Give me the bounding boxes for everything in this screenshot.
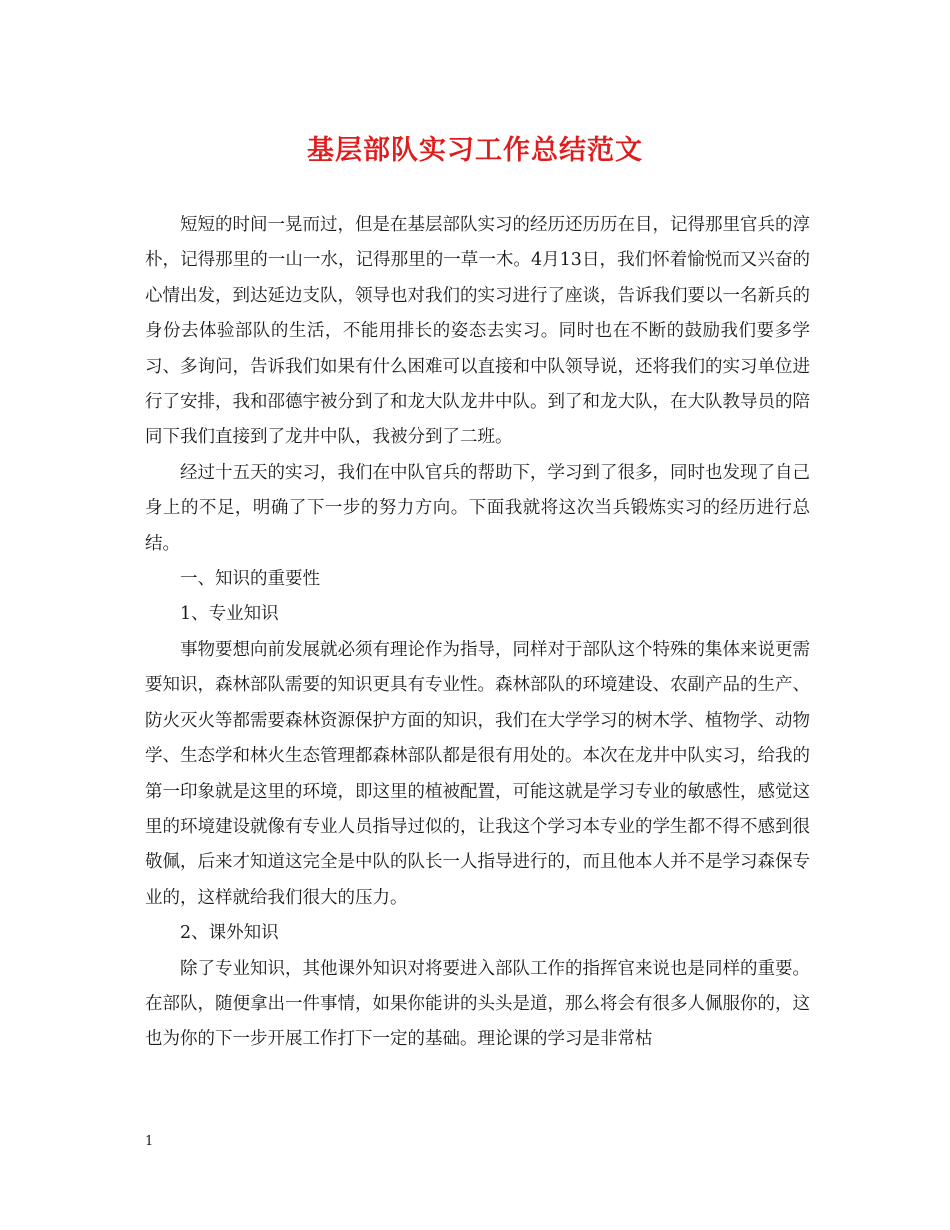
paragraph-summary: 经过十五天的实习，我们在中队官兵的帮助下，学习到了很多，同时也发现了自己身上的不足，明确了下一步的努力方向。下面我就将这次当兵锻炼实习的经历进行总结。 (145, 462, 810, 554)
paragraph-intro: 短短的时间一晃而过，但是在基层部队实习的经历还历历在目，记得那里官兵的淳朴，记得那里的一山一水，记得那里的一草一木。4月13日，我们怀着愉悦而又兴奋的心情出发，到达延边支队，领导也对我们的实习进行了座谈，告诉我们要以一名新兵的身份去体验部队的生活，不能用排长的姿态去实习。同时也在不断的鼓励我们要多学习、多询问，告诉我们如果有什么困难可以直接和中队领导说，还将我们的实习单位进行了安排，我和邵德宇被分到了和龙大队龙井中队。到了和龙大队，在大队教导员的陪同下我们直接到了龙井中队，我被分到了二班。 (145, 215, 810, 448)
subheading-professional-knowledge: 1、专业知识 (180, 604, 279, 625)
page-number: 1 (145, 1134, 154, 1149)
paragraph-extracurricular-knowledge: 除了专业知识，其他课外知识对将要进入部队工作的指挥官来说也是同样的重要。在部队，随便拿出一件事情，如果你能讲的头头是道，那么将会有很多人佩服你的，这也为你的下一步开展工作打下一定的基础。理论课的学习是非常枯 (145, 958, 810, 1050)
document-body (145, 208, 810, 1058)
document-title: 基层部队实习工作总结范文 (307, 135, 643, 166)
paragraph-professional-knowledge: 事物要想向前发展就必须有理论作为指导，同样对于部队这个特殊的集体来说更需要知识，森林部队需要的知识更具有专业性。森林部队的环境建设、农副产品的生产、防火灭火等都需要森林资源保护方面的知识，我们在大学学习的树木学、植物学、动物学、生态学和林火生态管理都森林部队都是很有用处的。本次在龙井中队实习，给我的第一印象就是这里的环境，即这里的植被配置，可能这就是学习专业的敏感性，感觉这里的环境建设就像有专业人员指导过似的，让我这个学习本专业的学生都不得不感到很敬佩，后来才知道这完全是中队的队长一人指导进行的，而且他本人并不是学习森保专业的，这样就给我们很大的压力。 (145, 639, 810, 908)
section-heading-knowledge: 一、知识的重要性 (180, 569, 320, 590)
subheading-extracurricular-knowledge: 2、课外知识 (180, 923, 279, 944)
